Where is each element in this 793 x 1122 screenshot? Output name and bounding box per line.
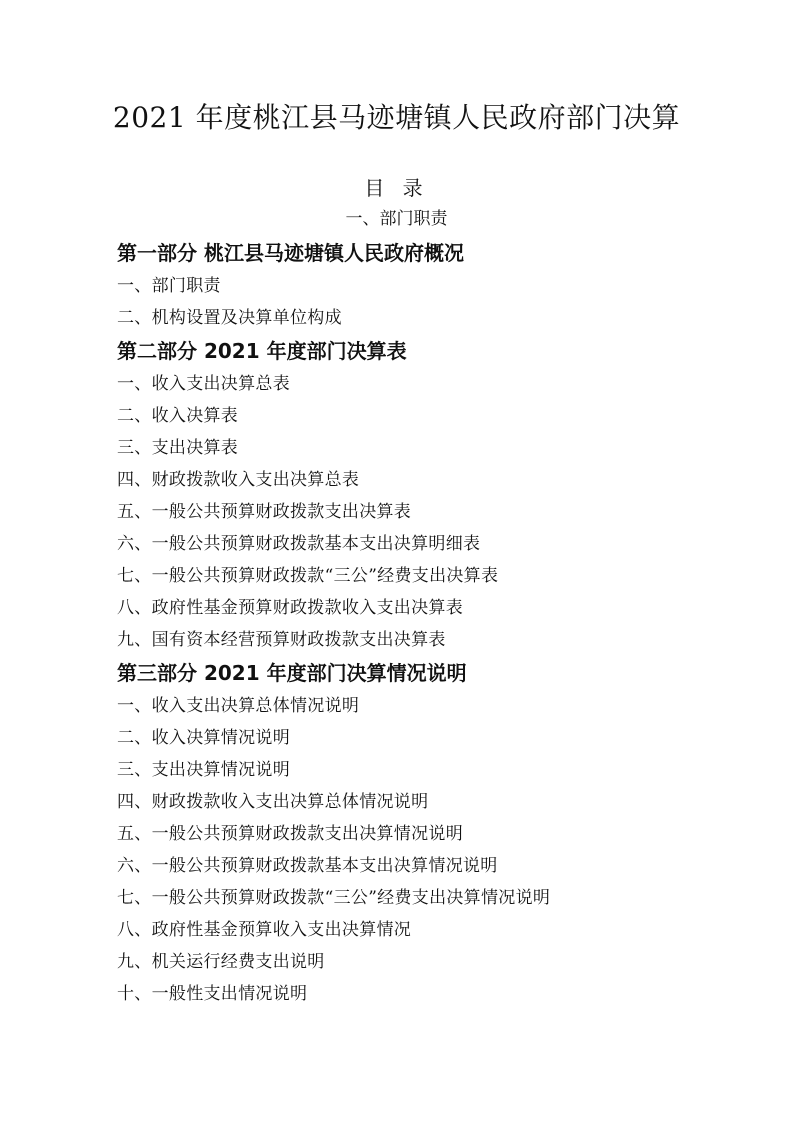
toc-item: 三、支出决算表 [117,438,239,458]
stray-toc-line: 一、部门职责 [345,209,448,229]
toc-item: 七、一般公共预算财政拨款“三公”经费支出决算表 [117,566,499,586]
toc-item: 八、政府性基金预算收入支出决算情况 [117,920,412,940]
toc-item: 六、一般公共预算财政拨款基本支出决算明细表 [117,534,481,554]
toc-item: 七、一般公共预算财政拨款“三公”经费支出决算情况说明 [117,888,551,908]
toc-item: 九、机关运行经费支出说明 [117,952,325,972]
toc-section-heading: 第一部分 桃江县马迹塘镇人民政府概况 [117,241,464,265]
toc-section-heading: 第三部分 2021 年度部门决算情况说明 [117,661,467,685]
toc-item: 一、收入支出决算总表 [117,374,290,394]
toc-section-heading: 第二部分 2021 年度部门决算表 [117,339,407,363]
toc-item: 二、收入决算表 [117,406,239,426]
toc-item: 四、财政拨款收入支出决算总体情况说明 [117,792,429,812]
toc-item: 一、部门职责 [117,276,221,296]
toc-item: 五、一般公共预算财政拨款支出决算情况说明 [117,824,463,844]
toc-item: 八、政府性基金预算财政拨款收入支出决算表 [117,598,463,618]
toc-item: 九、国有资本经营预算财政拨款支出决算表 [117,630,446,650]
toc-item: 三、支出决算情况说明 [117,760,290,780]
toc-item: 四、财政拨款收入支出决算总表 [117,470,360,490]
toc-item: 二、收入决算情况说明 [117,728,290,748]
table-of-contents [117,236,717,1010]
document-title: 2021 年度桃江县马迹塘镇人民政府部门决算 [112,101,681,134]
toc-item: 十、一般性支出情况说明 [117,984,308,1004]
toc-item: 二、机构设置及决算单位构成 [117,308,342,328]
toc-heading: 目 录 [364,176,429,200]
toc-item: 五、一般公共预算财政拨款支出决算表 [117,502,412,522]
toc-item: 六、一般公共预算财政拨款基本支出决算情况说明 [117,856,498,876]
toc-item: 一、收入支出决算总体情况说明 [117,696,360,716]
